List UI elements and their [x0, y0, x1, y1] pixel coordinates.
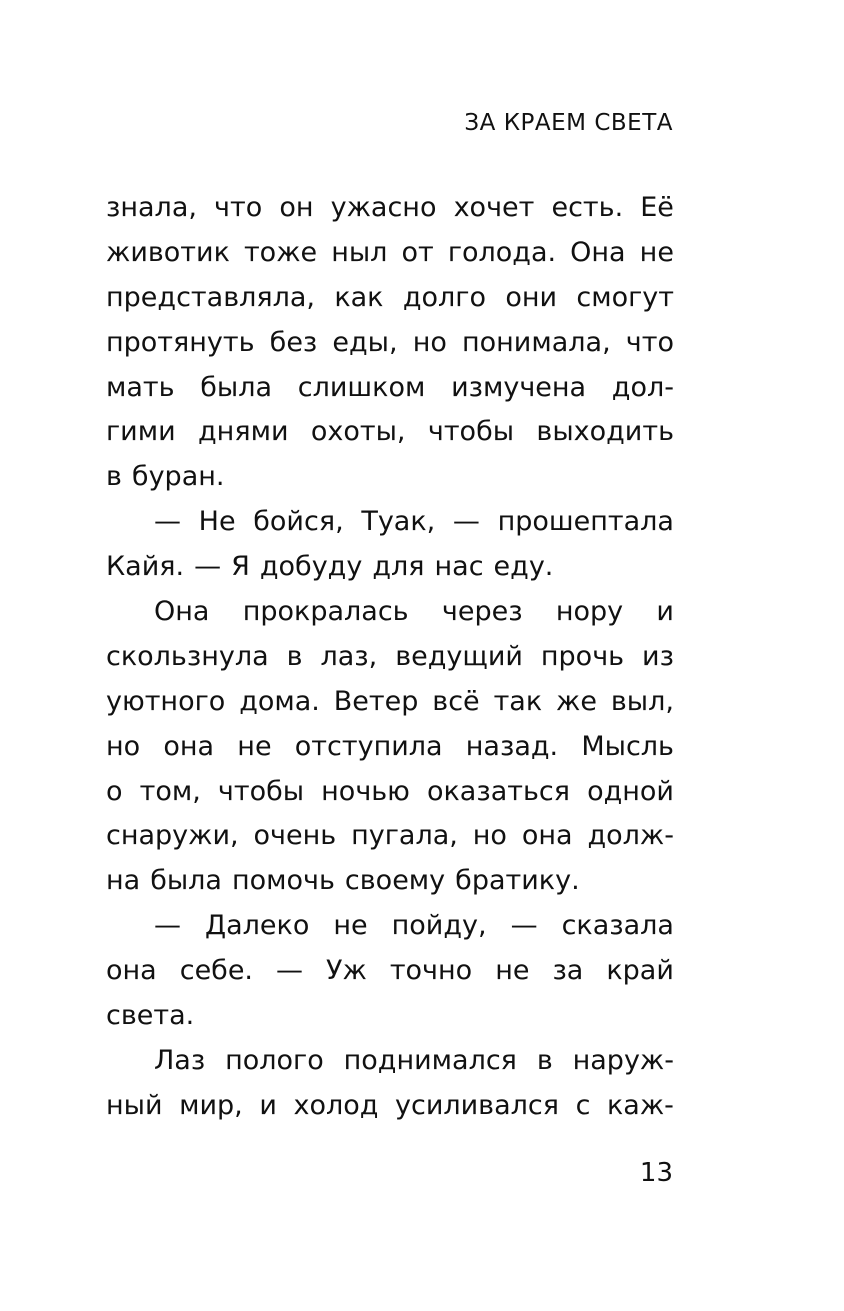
word: —	[276, 955, 304, 987]
word: —	[154, 910, 181, 942]
text-line	[106, 410, 674, 455]
word: ночью	[321, 775, 410, 807]
word: выходить	[536, 416, 674, 448]
word: она	[106, 955, 157, 987]
word: и	[656, 596, 674, 628]
word: Туак,	[361, 506, 436, 538]
word: с	[575, 1089, 591, 1121]
text-line	[106, 814, 674, 859]
word: есть.	[551, 192, 624, 223]
text-line	[106, 994, 674, 1039]
word: очень	[253, 820, 337, 852]
word: Мысль	[581, 730, 674, 762]
text-line	[106, 904, 674, 949]
word: мать	[106, 371, 175, 403]
word: была	[150, 865, 222, 897]
text-line	[106, 500, 674, 545]
word: о	[106, 775, 123, 807]
word: была	[200, 371, 273, 403]
word: мир,	[179, 1089, 243, 1121]
word: что	[625, 326, 674, 358]
word: в	[106, 461, 122, 493]
word: ужасно	[330, 192, 437, 223]
word: как	[334, 281, 384, 313]
word: дол-	[611, 371, 674, 403]
word: пугала,	[351, 820, 458, 852]
word: Уж	[326, 955, 367, 987]
word: но	[106, 730, 141, 762]
word: усиливался	[395, 1089, 559, 1121]
word: тоже	[243, 236, 318, 268]
text-line	[106, 231, 674, 276]
word: том,	[139, 775, 201, 807]
word: представляла,	[106, 281, 315, 313]
text-line	[106, 859, 674, 904]
word: снаружи,	[106, 820, 239, 852]
body-text	[106, 186, 674, 1129]
word: не	[333, 910, 368, 942]
word: слишком	[297, 371, 426, 403]
word: животик	[106, 236, 230, 268]
word: добуду	[259, 551, 363, 583]
word: он	[279, 192, 314, 223]
word: в	[286, 640, 303, 672]
word: ныл	[331, 236, 388, 268]
word: долж-	[587, 820, 674, 852]
page-number: 13	[639, 1158, 673, 1188]
word: своему	[344, 865, 446, 897]
word: Далеко	[205, 910, 310, 942]
word: —	[452, 506, 480, 538]
word: прочь	[540, 640, 625, 672]
word: не	[639, 236, 674, 268]
word: но	[412, 326, 447, 358]
word: Кайя.	[106, 551, 185, 583]
word: из	[642, 640, 674, 672]
word: точно	[389, 955, 473, 987]
word: пойду,	[391, 910, 487, 942]
word: смогут	[576, 281, 674, 313]
word: чтобы	[427, 416, 515, 448]
word: сказала	[561, 910, 674, 942]
text-line	[106, 1084, 674, 1129]
word: скользнула	[106, 640, 269, 672]
word: на	[106, 865, 141, 897]
word: она	[521, 820, 573, 852]
word: Она	[154, 596, 210, 628]
word: же	[556, 685, 597, 717]
word: —	[154, 506, 181, 538]
word: ведущий	[395, 640, 523, 672]
word: охоты,	[310, 416, 406, 448]
word: что	[214, 192, 263, 223]
word: нору	[555, 596, 624, 628]
text-line	[106, 680, 674, 725]
word: уютного	[106, 685, 226, 717]
word: гими	[106, 416, 176, 448]
word: край	[606, 955, 674, 987]
word: Её	[640, 192, 674, 223]
word: чтобы	[217, 775, 305, 807]
word: —	[194, 551, 222, 583]
word: но	[472, 820, 507, 852]
text-line	[106, 770, 674, 815]
word: света.	[106, 1000, 195, 1032]
word: прокралась	[242, 596, 409, 628]
text-line	[106, 276, 674, 321]
text-line	[106, 949, 674, 994]
text-line	[106, 366, 674, 411]
word: знала,	[106, 192, 197, 223]
word: еды,	[332, 326, 398, 358]
text-line	[106, 321, 674, 366]
word: себе.	[179, 955, 254, 987]
word: братику.	[455, 865, 580, 897]
word: протянуть	[106, 326, 255, 358]
text-line	[106, 186, 674, 231]
word: холод	[293, 1089, 379, 1121]
word: наруж-	[572, 1044, 674, 1076]
text-line	[106, 545, 674, 590]
word: прошептала	[497, 506, 674, 538]
word: в	[536, 1044, 553, 1076]
word: Лаз	[154, 1044, 206, 1076]
word: помочь	[231, 865, 335, 897]
word: голода.	[447, 236, 557, 268]
word: не	[495, 955, 530, 987]
word: Ветер	[333, 685, 419, 717]
word: поднимался	[343, 1044, 517, 1076]
word: еду.	[493, 551, 554, 583]
word: не	[237, 730, 272, 762]
word: так	[493, 685, 543, 717]
text-line	[106, 1039, 674, 1084]
word: дома.	[239, 685, 320, 717]
text-line	[106, 635, 674, 680]
word: полого	[225, 1044, 324, 1076]
text-line	[106, 455, 674, 500]
word: хочет	[453, 192, 535, 223]
word: оказаться	[426, 775, 570, 807]
word: отступила	[294, 730, 443, 762]
text-line	[106, 725, 674, 770]
word: для	[372, 551, 425, 583]
word: через	[441, 596, 523, 628]
word: они	[505, 281, 558, 313]
text-line	[106, 590, 674, 635]
word: одной	[587, 775, 674, 807]
word: от	[401, 236, 434, 268]
word: она	[163, 730, 215, 762]
word: Она	[570, 236, 626, 268]
word: измучена	[451, 371, 587, 403]
word: долго	[402, 281, 486, 313]
word: лаз,	[320, 640, 378, 672]
word: бойся,	[253, 506, 344, 538]
word: назад.	[465, 730, 559, 762]
word: понимала,	[461, 326, 611, 358]
word: Я	[231, 551, 250, 583]
word: ный	[106, 1089, 163, 1121]
word: без	[269, 326, 318, 358]
word: всё	[432, 685, 480, 717]
word: каж-	[607, 1089, 674, 1121]
word: буран.	[131, 461, 225, 493]
word: за	[552, 955, 584, 987]
word: —	[510, 910, 538, 942]
running-head: ЗА КРАЕМ СВЕТА	[464, 110, 673, 136]
word: и	[259, 1089, 277, 1121]
word: Не	[198, 506, 236, 538]
word: нас	[434, 551, 484, 583]
word: днями	[198, 416, 289, 448]
word: выл,	[610, 685, 674, 717]
